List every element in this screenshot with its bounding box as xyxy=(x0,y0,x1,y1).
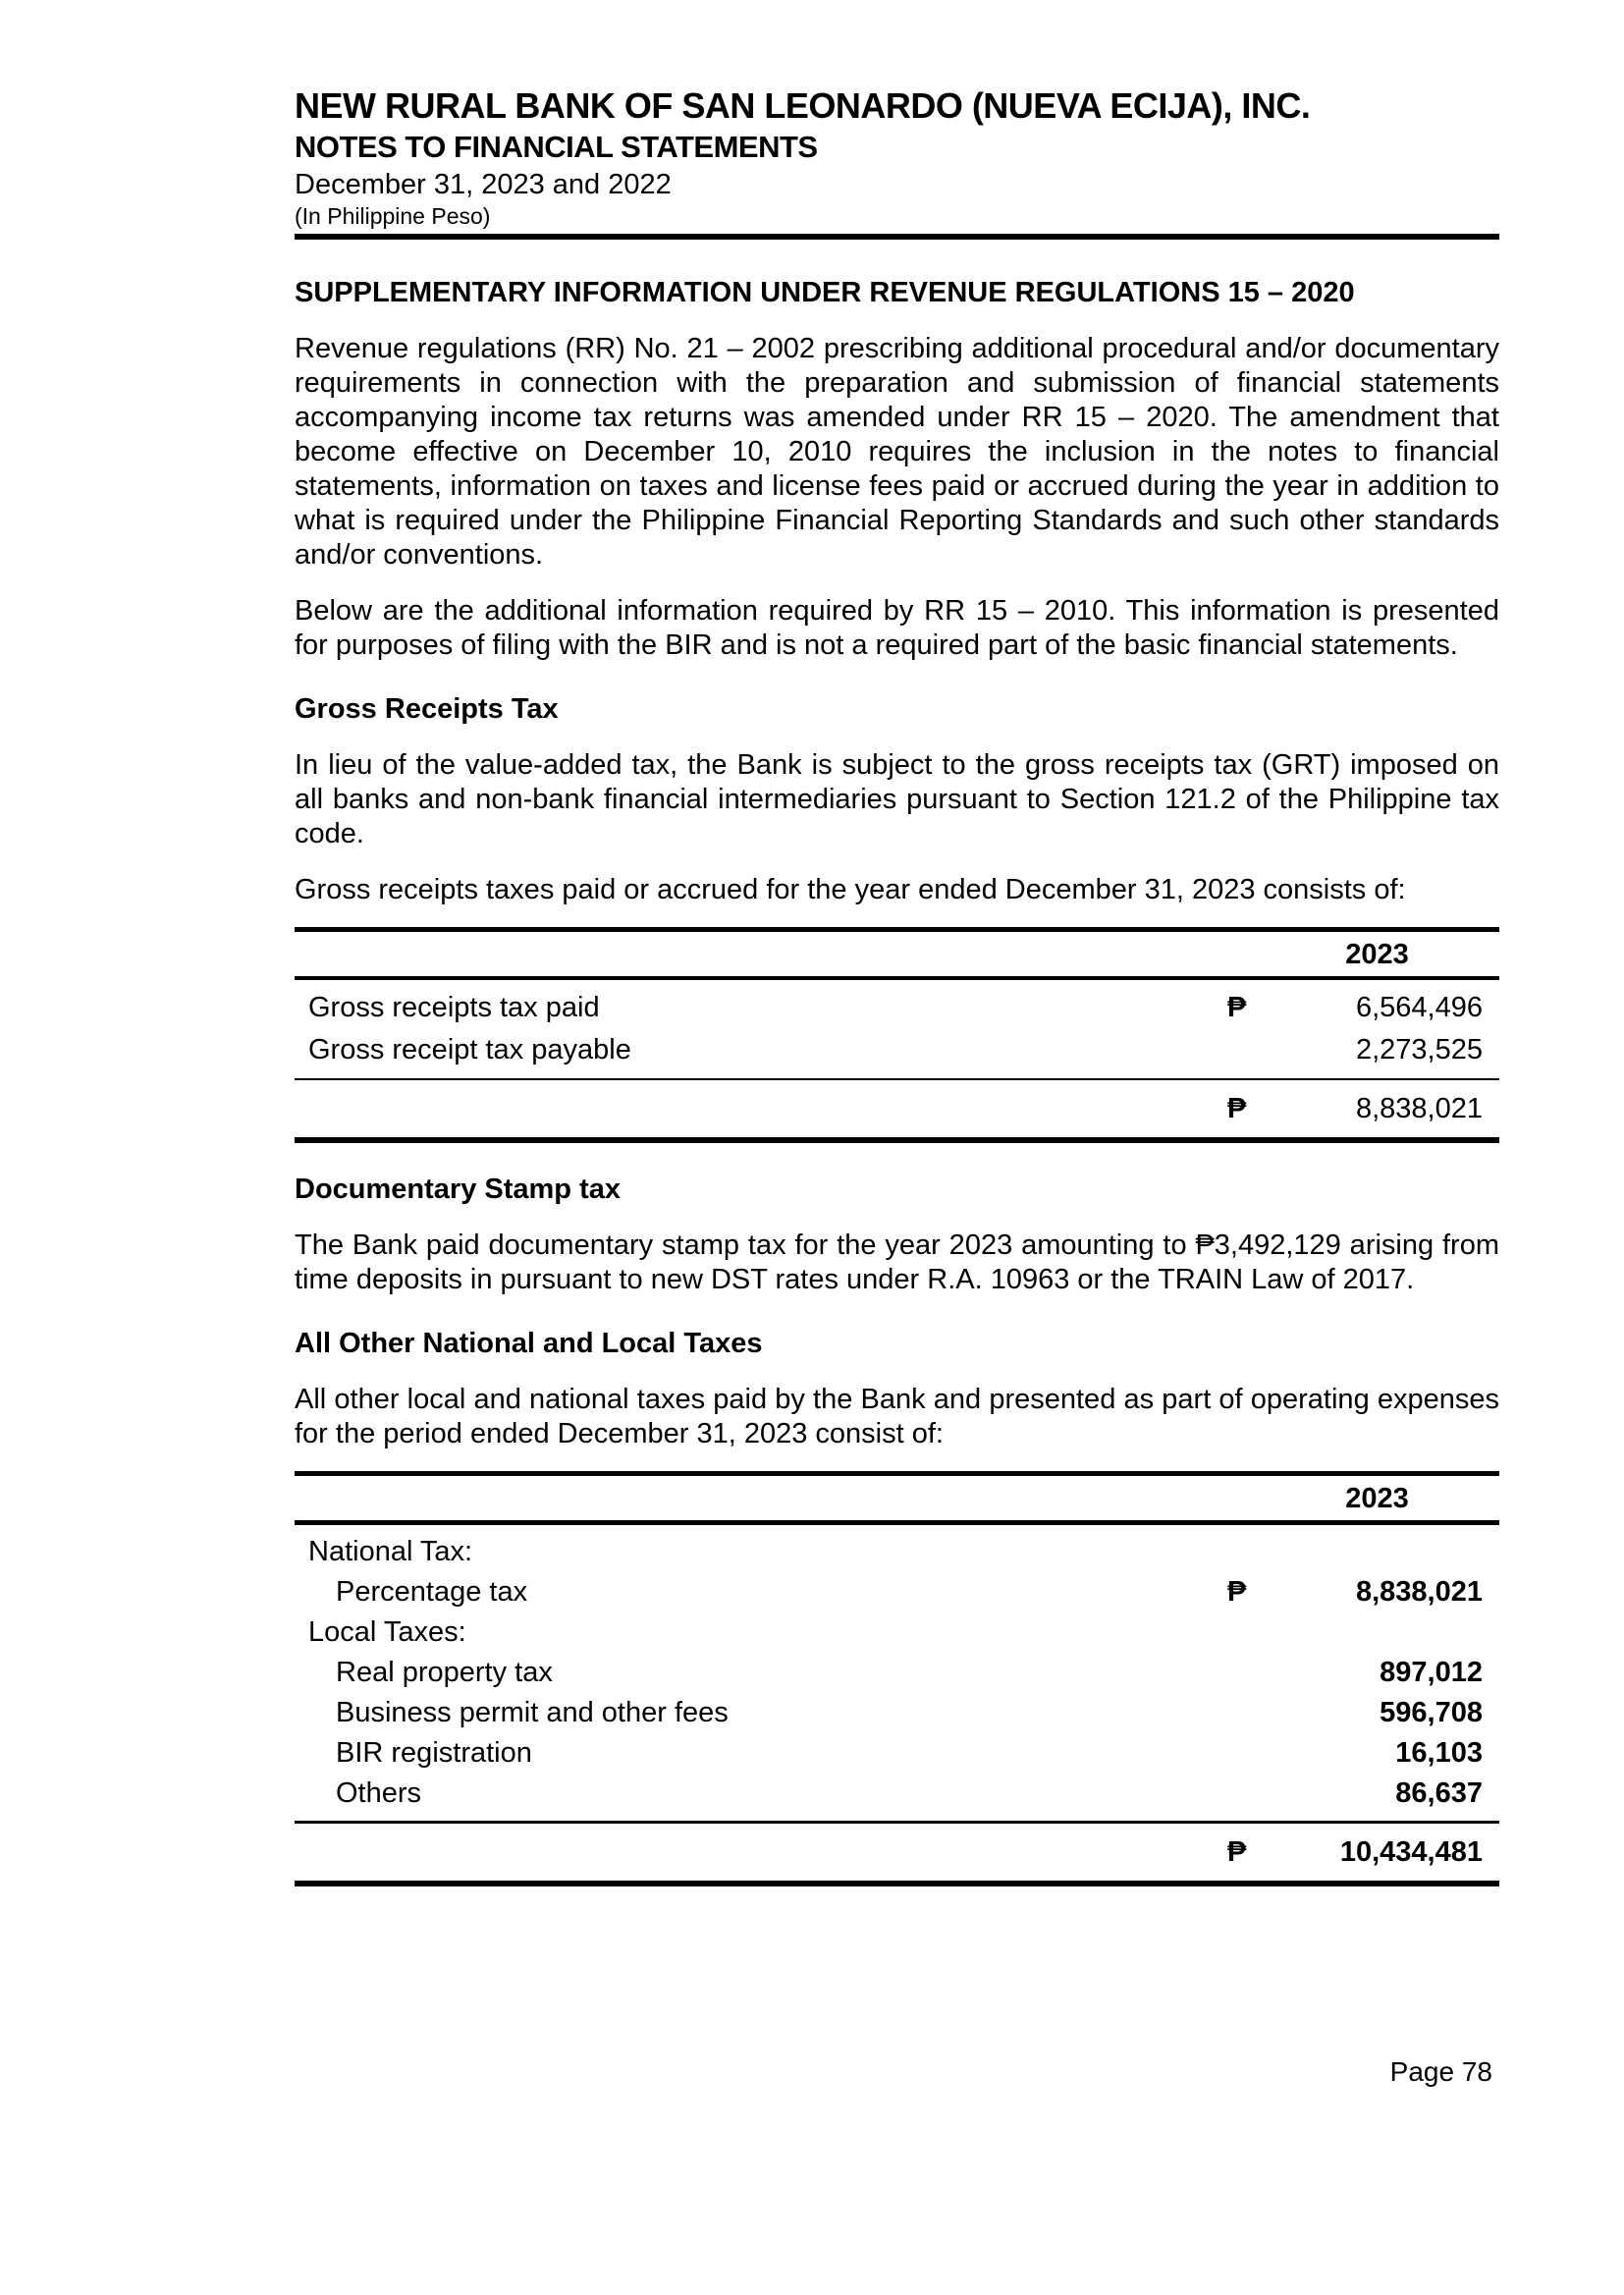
grt-table xyxy=(295,927,1499,1143)
bank-name: NEW RURAL BANK OF SAN LEONARDO (NUEVA ECIJA), INC. xyxy=(295,85,1311,126)
row-label: Percentage tax xyxy=(336,1576,528,1608)
row-value: 86,637 xyxy=(1395,1777,1483,1809)
peso-sign: ₱ xyxy=(1227,1836,1247,1868)
document-header xyxy=(295,84,1499,240)
page-number: Page 78 xyxy=(1389,2056,1492,2087)
row-label: National Tax: xyxy=(308,1536,473,1567)
row-label: Others xyxy=(336,1777,422,1809)
grt-year-header: 2023 xyxy=(1345,939,1409,970)
row-label: Gross receipts tax paid xyxy=(308,992,600,1023)
date-line: December 31, 2023 and 2022 xyxy=(295,169,672,200)
other-taxes-table-body xyxy=(295,1525,1499,1824)
heading-other-taxes: All Other National and Local Taxes xyxy=(295,1328,763,1359)
row-value: 8,838,021 xyxy=(1355,1576,1483,1608)
peso-sign: ₱ xyxy=(1227,992,1247,1023)
header-rule xyxy=(295,234,1499,240)
row-label: Local Taxes: xyxy=(308,1616,466,1648)
grt-total-row xyxy=(295,1080,1499,1137)
paragraph-rr-amendment: Revenue regulations (RR) No. 21 – 2002 prescribing additional procedural and/or documentary requirements in connection with the preparation and submission of financial statements accompanying income tax returns was amended under RR 15 – 2020. The amendment that become effective on December 10, 2010 requires the inclusion in the notes to financial statements, information on taxes and license fees paid or accrued during the year in addition to what is required under the Philippine Financial Reporting Standards and such other standards and/or conventions. xyxy=(295,333,1499,571)
table-row xyxy=(295,1733,1483,1774)
section-title: SUPPLEMENTARY INFORMATION UNDER REVENUE REGULATIONS 15 – 2020 xyxy=(295,277,1355,308)
row-value: 596,708 xyxy=(1380,1697,1483,1728)
grt-table-header-row xyxy=(295,932,1499,980)
table-row xyxy=(295,1572,1483,1612)
row-label: Business permit and other fees xyxy=(336,1697,729,1728)
paragraph-bir-filing: Below are the additional information required by RR 15 – 2010. This information is presented for purposes of filing with the BIR and is not a required part of the basic financial statements. xyxy=(295,595,1499,661)
table-row xyxy=(295,1029,1483,1071)
other-taxes-header-row xyxy=(295,1476,1499,1525)
row-value: 897,012 xyxy=(1380,1657,1483,1688)
row-label: BIR registration xyxy=(336,1737,532,1769)
paragraph-dst-body: The Bank paid documentary stamp tax for the year 2023 amounting to ₱3,492,129 arising from time deposits in pursuant to new DST rates under R.A. 10963 or the TRAIN Law of 2017. xyxy=(295,1229,1499,1295)
row-value: 6,564,496 xyxy=(1355,992,1483,1023)
peso-sign: ₱ xyxy=(1227,1576,1247,1608)
table-row xyxy=(295,1653,1483,1693)
table-row xyxy=(295,1774,1483,1814)
other-taxes-table xyxy=(295,1471,1499,1886)
row-label: Gross receipt tax payable xyxy=(308,1034,631,1066)
row-value: 2,273,525 xyxy=(1355,1034,1483,1066)
table-row xyxy=(295,987,1483,1029)
table-row xyxy=(295,1612,1483,1653)
heading-documentary-stamp-tax: Documentary Stamp tax xyxy=(295,1174,621,1205)
other-taxes-total-row xyxy=(295,1824,1499,1881)
total-value: 10,434,481 xyxy=(1339,1836,1483,1868)
other-taxes-year-header: 2023 xyxy=(1345,1483,1409,1514)
table-row xyxy=(295,1693,1483,1733)
table-row xyxy=(295,1532,1483,1572)
peso-sign: ₱ xyxy=(1227,1093,1247,1124)
grt-table-body xyxy=(295,980,1499,1080)
currency-note: (In Philippine Peso) xyxy=(295,203,491,229)
other-taxes-intro: All other local and national taxes paid by the Bank and presented as part of operating expenses for the period ended December 31, 2023 consist of: xyxy=(295,1384,1499,1449)
grt-table-intro: Gross receipts taxes paid or accrued for the year ended December 31, 2023 consists of: xyxy=(295,874,1406,905)
row-value: 16,103 xyxy=(1395,1737,1483,1769)
total-value: 8,838,021 xyxy=(1355,1093,1483,1124)
paragraph-grt-body: In lieu of the value-added tax, the Bank is subject to the gross receipts tax (GRT) imposed on all banks and non-bank financial intermediaries pursuant to Section 121.2 of the Philippine tax code. xyxy=(295,749,1499,849)
heading-gross-receipts-tax: Gross Receipts Tax xyxy=(295,693,559,725)
document-title: NOTES TO FINANCIAL STATEMENTS xyxy=(295,130,818,164)
row-label: Real property tax xyxy=(336,1657,553,1688)
